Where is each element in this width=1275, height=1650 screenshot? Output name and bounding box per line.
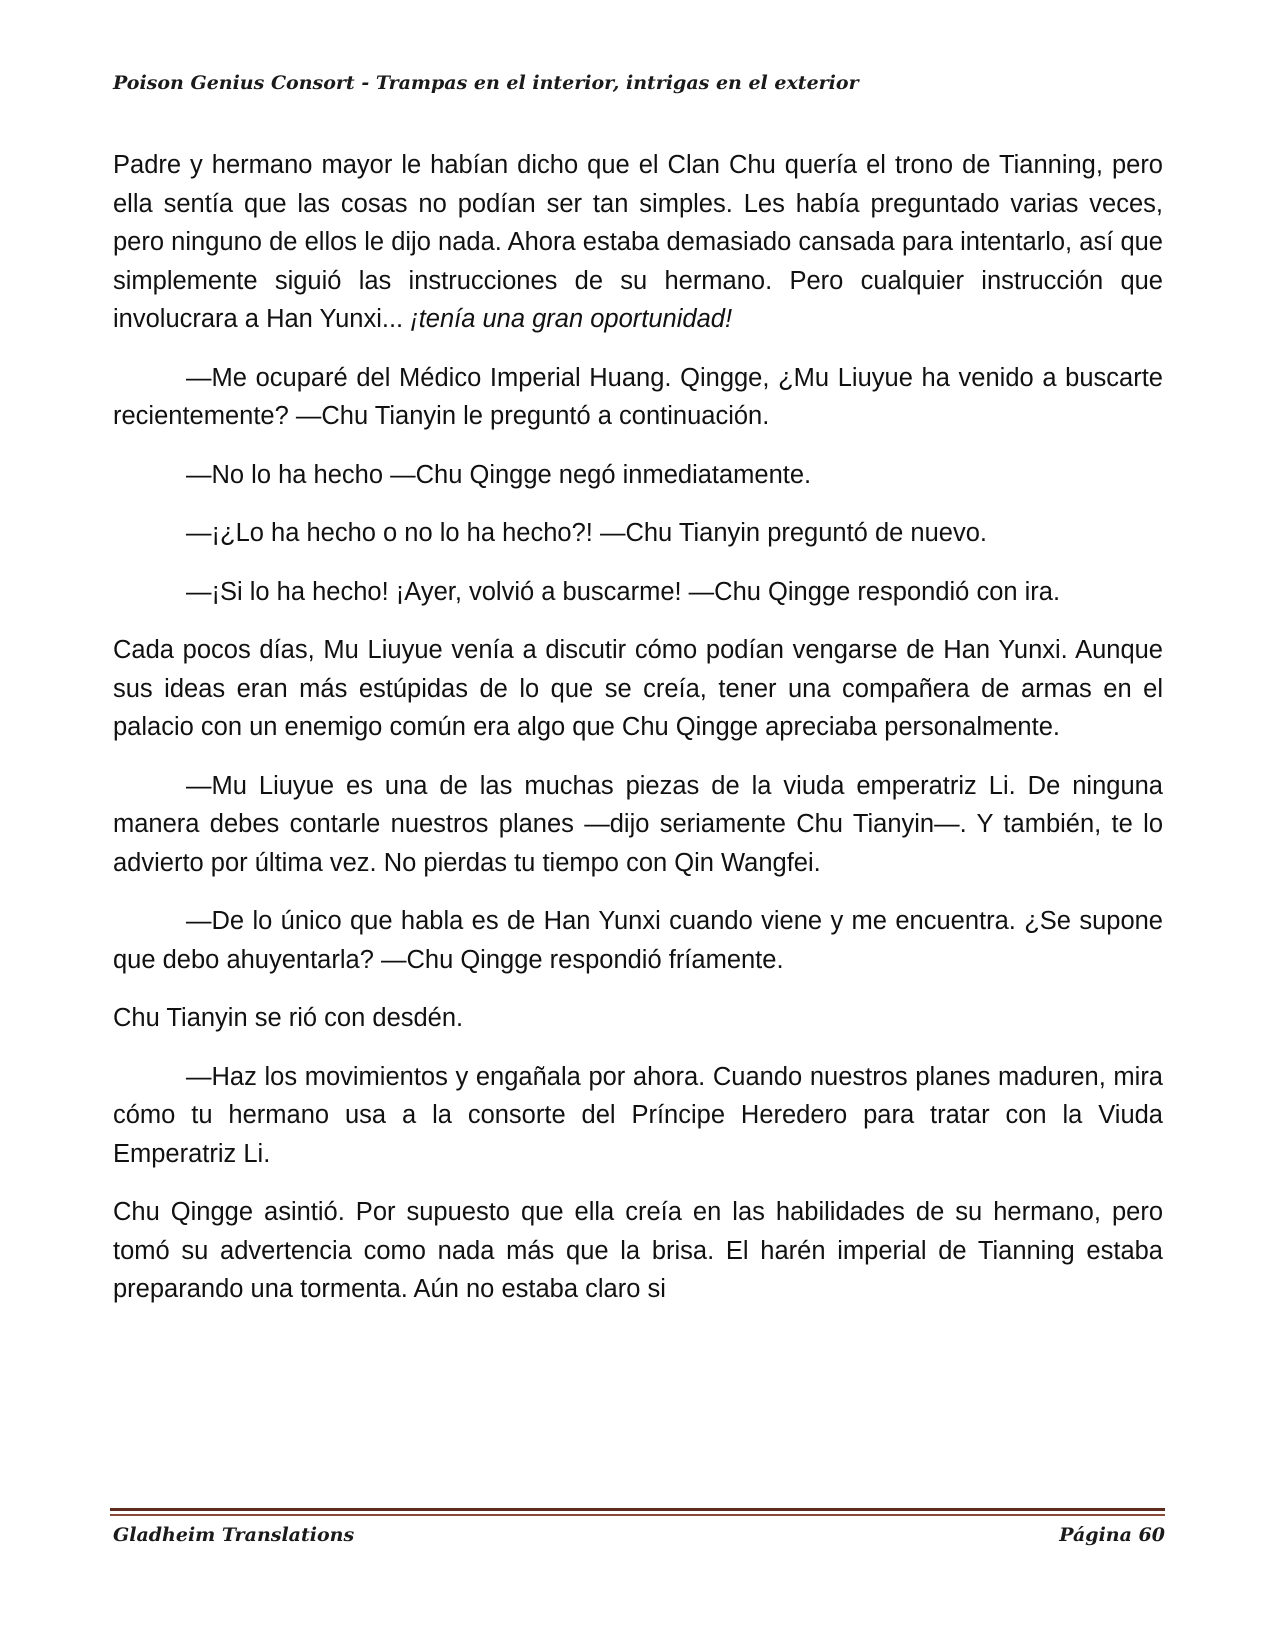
footer-divider — [110, 1508, 1165, 1511]
paragraph-3: —No lo ha hecho —Chu Qingge negó inmediatamente. — [186, 460, 812, 489]
paragraph-5: —¡Si lo ha hecho! ¡Ayer, volvió a buscarme! —Chu Qingge respondió con ira. — [186, 577, 1061, 606]
paragraph-9: Chu Tianyin se rió con desdén. — [113, 1004, 464, 1032]
paragraph-2: —Me ocuparé del Médico Imperial Huang. Qingge, ¿Mu Liuyue ha venido a buscarte recientemente? —Chu Tianyin le preguntó a continuación. — [113, 363, 1163, 430]
page-number: Página 60 — [1059, 1524, 1165, 1546]
paragraph-8: —De lo único que habla es de Han Yunxi cuando viene y me encuentra. ¿Se supone que debo ahuyentarla? —Chu Qingge respondió fríamente. — [113, 907, 1163, 974]
paragraph-10: —Haz los movimientos y engañala por ahora. Cuando nuestros planes maduren, mira cómo tu hermano usa a la consorte del Príncipe Heredero para tratar con la Viuda Emperatriz Li. — [113, 1062, 1163, 1168]
footer-divider-secondary — [110, 1514, 1165, 1516]
body-text — [113, 146, 1163, 1309]
paragraph-6: Cada pocos días, Mu Liuyue venía a discutir cómo podían vengarse de Han Yunxi. Aunque sus ideas eran más estúpidas de lo que se creía, tener una compañera de armas en el palacio con un enemigo común era algo que Chu Qingge apreciaba personalmente. — [113, 636, 1163, 741]
emphasis-text: ¡tenía una gran oportunidad! — [410, 305, 733, 333]
paragraph-1: Padre y hermano mayor le habían dicho que el Clan Chu quería el trono de Tianning, pero ella sentía que las cosas no podían ser tan simples. Les había preguntado varias veces, pero ninguno de ellos le dijo nada. Ahora estaba demasiado cansada para intentarlo, así que simplemente siguió las instrucciones de su hermano. Pero cualquier instrucción que involucrara a Han Yunxi... ¡tenía una gran oportunidad! — [113, 151, 1163, 333]
running-header: Poison Genius Consort - Trampas en el interior, intrigas en el exterior — [113, 72, 859, 94]
paragraph-11: Chu Qingge asintió. Por supuesto que ella creía en las habilidades de su hermano, pero tomó su advertencia como nada más que la brisa. El harén imperial de Tianning estaba preparando una tormenta. Aún no estaba claro si — [113, 1198, 1163, 1303]
paragraph-4: —¡¿Lo ha hecho o no lo ha hecho?! —Chu Tianyin preguntó de nuevo. — [186, 519, 987, 547]
paragraph-7: —Mu Liuyue es una de las muchas piezas de la viuda emperatriz Li. De ninguna manera debes contarle nuestros planes —dijo seriamente Chu Tianyin—. Y también, te lo advierto por última vez. No pierdas tu tiempo con Qin Wangfei. — [113, 771, 1163, 877]
footer-translator: Gladheim Translations — [113, 1524, 355, 1546]
